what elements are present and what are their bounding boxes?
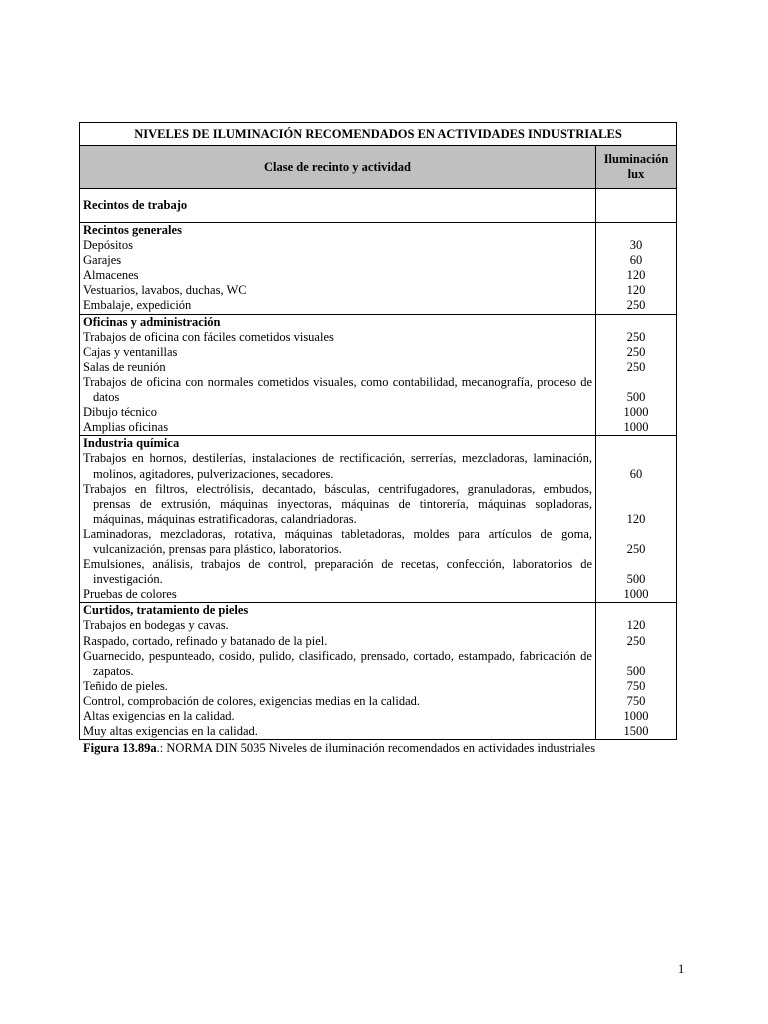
lux-value: 250 — [626, 541, 646, 556]
lux-value: 250 — [626, 359, 646, 374]
header-illumination-label: Iluminación — [603, 152, 669, 166]
lux-value: 250 — [626, 329, 646, 344]
section-activities — [80, 603, 596, 739]
section-activities — [80, 315, 596, 436]
section-heading: Curtidos, tratamiento de pieles — [83, 603, 249, 618]
illumination-table — [79, 122, 677, 740]
activity-line: Embalaje, expedición — [83, 298, 192, 313]
header-illumination-unit: lux — [627, 167, 645, 181]
lux-value: 1000 — [623, 709, 649, 723]
activity-line: zapatos. — [93, 663, 134, 678]
lux-value: 1000 — [623, 587, 649, 602]
section-lux-values — [596, 436, 676, 602]
table-header-row — [80, 146, 676, 189]
intro-value — [596, 189, 676, 222]
activity-line: vulcanización, prensas para plástico, laboratorios. — [93, 541, 342, 556]
caption-separator: .: — [156, 741, 164, 755]
table-section — [80, 315, 676, 437]
activity-line: Dibujo técnico — [83, 405, 157, 420]
lux-value: 120 — [626, 618, 646, 633]
section-activities — [80, 223, 596, 314]
caption-text: NORMA DIN 5035 Niveles de iluminación recomendados en actividades industriales — [163, 741, 596, 755]
lux-value: 750 — [626, 693, 646, 708]
activity-line: Depósitos — [83, 238, 133, 253]
activity-line: datos — [93, 390, 120, 405]
activity-line: Raspado, cortado, refinado y batanado de la piel. — [83, 633, 328, 648]
header-activity: Clase de recinto y actividad — [80, 146, 596, 188]
table-title: NIVELES DE ILUMINACIÓN RECOMENDADOS EN ACTIVIDADES INDUSTRIALES — [80, 123, 676, 146]
lux-value: 60 — [629, 253, 643, 268]
activity-line: investigación. — [93, 572, 163, 587]
table-section — [80, 436, 676, 603]
lux-value: 500 — [626, 390, 646, 405]
activity-line: Amplias oficinas — [83, 420, 169, 435]
lux-value: 500 — [626, 663, 646, 678]
lux-value: 120 — [626, 268, 646, 283]
activity-line: prensas de extrusión, máquinas inyectoras, máquinas de tintorería, máquinas sopladoras, — [93, 496, 592, 511]
intro-row — [80, 189, 676, 223]
lux-value: 120 — [626, 283, 646, 298]
activity-line: molinos, agitadores, pulverizaciones, secadores. — [93, 466, 334, 481]
table-sections — [80, 223, 676, 739]
activity-line: Almacenes — [83, 268, 139, 283]
section-heading: Recintos generales — [83, 223, 182, 237]
section-lux-values — [596, 315, 676, 436]
activity-line: Garajes — [83, 253, 122, 268]
lux-value: 60 — [629, 466, 643, 481]
lux-value: 1500 — [623, 724, 649, 739]
lux-value: 1000 — [623, 420, 649, 435]
activity-line: Laminadoras, mezcladoras, rotativa, máquinas tabletadoras, moldes para artículos de goma, — [83, 526, 592, 541]
lux-value: 250 — [626, 633, 646, 648]
section-heading: Oficinas y administración — [83, 314, 221, 329]
section-heading: Industria química — [83, 436, 180, 451]
activity-line: Control, comprobación de colores, exigencias medias en la calidad. — [83, 693, 421, 708]
activity-line: Cajas y ventanillas — [83, 344, 178, 359]
lux-value: 1000 — [623, 405, 649, 420]
header-illumination — [596, 146, 676, 188]
page-number: 1 — [678, 962, 685, 976]
activity-line: Emulsiones, análisis, trabajos de control, preparación de recetas, confección, laboratorios de — [83, 557, 592, 572]
section-lux-values — [596, 223, 676, 314]
activity-line: Guarnecido, pespunteado, cosido, pulido, clasificado, prensado, cortado, estampado, fabricación de — [83, 648, 592, 663]
lux-value: 30 — [629, 238, 643, 253]
activity-line: Salas de reunión — [83, 359, 166, 374]
lux-value: 500 — [626, 572, 646, 587]
activity-line: Trabajos en hornos, destilerías, instalaciones de rectificación, serrerías, mezcladoras, laminación, — [83, 451, 592, 466]
activity-line: máquinas, máquinas estratificadoras, calandriadoras. — [93, 511, 357, 526]
table-section — [80, 603, 676, 739]
activity-line: Trabajos en filtros, electrólisis, decantado, básculas, centrifugadores, granuladoras, embudos, — [83, 481, 592, 496]
activity-line: Vestuarios, lavabos, duchas, WC — [83, 283, 247, 298]
activity-line: Pruebas de colores — [83, 587, 177, 602]
caption-label: Figura 13.89a — [83, 741, 157, 755]
activity-line: Teñido de pieles. — [83, 678, 168, 693]
activity-line: Muy altas exigencias en la calidad. — [83, 724, 258, 739]
activity-line: Altas exigencias en la calidad. — [83, 709, 235, 723]
lux-value: 250 — [626, 298, 646, 313]
section-lux-values — [596, 603, 676, 739]
lux-value: 250 — [626, 344, 646, 359]
section-activities — [80, 436, 596, 602]
activity-line: Trabajos de oficina con fáciles cometidos visuales — [83, 329, 334, 344]
intro-label: Recintos de trabajo — [80, 189, 596, 222]
activity-line: Trabajos en bodegas y cavas. — [83, 618, 229, 633]
figure-caption — [83, 741, 595, 756]
lux-value: 750 — [626, 678, 646, 693]
activity-line: Trabajos de oficina con normales cometidos visuales, como contabilidad, mecanografía, proceso de — [83, 374, 592, 389]
lux-value: 120 — [626, 511, 646, 526]
table-section — [80, 223, 676, 315]
